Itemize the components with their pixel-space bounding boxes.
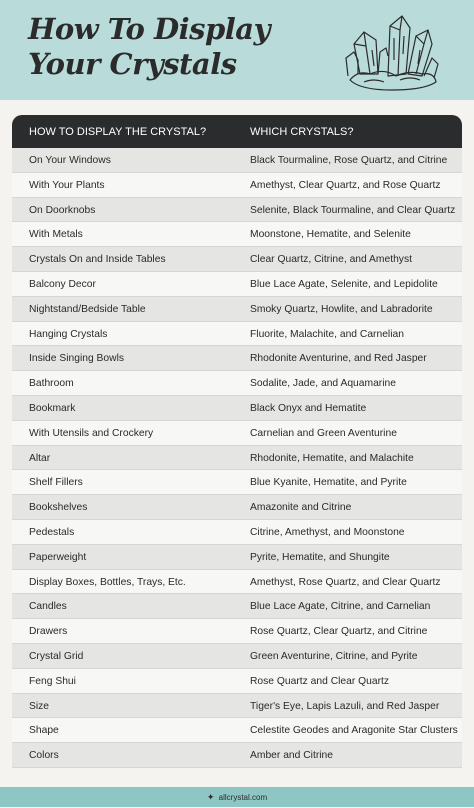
crystal-list: Blue Kyanite, Hematite, and Pyrite: [250, 477, 407, 489]
display-method: With Utensils and Crockery: [29, 427, 154, 439]
display-method: With Metals: [29, 229, 83, 241]
table-row: [12, 619, 462, 644]
crystal-list: Rose Quartz, Clear Quartz, and Citrine: [250, 626, 428, 638]
column-header-method: HOW TO DISPLAY THE CRYSTAL?: [29, 126, 207, 138]
table-row: [12, 198, 462, 223]
table-row: [12, 272, 462, 297]
display-method: On Your Windows: [29, 155, 111, 166]
table-row: [12, 545, 462, 570]
crystal-list: Amber and Citrine: [250, 750, 333, 762]
display-method: Colors: [29, 750, 59, 762]
table-header: [12, 115, 462, 148]
crystal-list: Celestite Geodes and Aragonite Star Clusters: [250, 725, 458, 737]
crystal-display-table: [12, 115, 462, 768]
table-row: [12, 495, 462, 520]
display-method: Bookmark: [29, 402, 76, 414]
table-row: [12, 520, 462, 545]
crystal-list: Amethyst, Clear Quartz, and Rose Quartz: [250, 179, 441, 191]
crystal-list: Tiger's Eye, Lapis Lazuli, and Red Jasper: [250, 700, 440, 712]
display-method: Drawers: [29, 626, 68, 638]
crystal-list: Blue Lace Agate, Selenite, and Lepidolite: [250, 278, 438, 290]
table-row: [12, 743, 462, 768]
crystal-list: Amethyst, Rose Quartz, and Clear Quartz: [250, 576, 441, 588]
table-row: [12, 718, 462, 743]
display-method: Nightstand/Bedside Table: [29, 303, 146, 315]
table-row: [12, 396, 462, 421]
display-method: Hanging Crystals: [29, 328, 108, 340]
display-method: Balcony Decor: [29, 278, 96, 290]
display-method: Feng Shui: [29, 675, 76, 687]
crystal-list: Selenite, Black Tourmaline, and Clear Quartz: [250, 204, 456, 216]
table-row: [12, 247, 462, 272]
display-method: Shape: [29, 725, 59, 737]
display-method: Crystals On and Inside Tables: [29, 254, 166, 266]
footer-site: allcrystal.com: [218, 793, 268, 802]
display-method: Crystal Grid: [29, 650, 84, 662]
sparkle-icon: ✦: [206, 792, 215, 802]
crystal-list: Smoky Quartz, Howlite, and Labradorite: [250, 303, 433, 315]
crystal-list: Black Tourmaline, Rose Quartz, and Citrine: [250, 155, 448, 166]
table-row: [12, 669, 462, 694]
display-method: Pedestals: [29, 526, 75, 538]
table-row: [12, 222, 462, 247]
title-line-1: How To Display: [28, 12, 270, 46]
display-method: With Your Plants: [29, 179, 105, 191]
display-method: Shelf Fillers: [29, 477, 83, 489]
crystal-list: Carnelian and Green Aventurine: [250, 427, 397, 439]
title-line-2: Your Crystals: [28, 47, 237, 81]
table-row: [12, 694, 462, 719]
crystal-list: Fluorite, Malachite, and Carnelian: [250, 328, 404, 340]
header-banner: [0, 0, 474, 100]
display-method: On Doorknobs: [29, 204, 96, 216]
table-row: [12, 346, 462, 371]
display-method: Altar: [29, 452, 51, 464]
display-method: Bookshelves: [29, 502, 88, 514]
table-row: [12, 421, 462, 446]
crystal-list: Amazonite and Citrine: [250, 502, 352, 514]
table-body: [12, 148, 462, 768]
display-method: Display Boxes, Bottles, Trays, Etc.: [29, 576, 186, 588]
table-row: [12, 173, 462, 198]
page-title: [28, 12, 270, 82]
display-method: Size: [29, 700, 50, 712]
table-row: [12, 371, 462, 396]
crystal-list: Clear Quartz, Citrine, and Amethyst: [250, 254, 412, 266]
table-row: [12, 570, 462, 595]
crystal-list: Black Onyx and Hematite: [250, 402, 367, 414]
crystal-list: Pyrite, Hematite, and Shungite: [250, 551, 390, 563]
crystal-list: Moonstone, Hematite, and Selenite: [250, 229, 411, 241]
crystal-list: Sodalite, Jade, and Aquamarine: [250, 378, 396, 390]
display-method: Paperweight: [29, 551, 87, 563]
display-method: Bathroom: [29, 378, 74, 390]
table-row: [12, 322, 462, 347]
column-header-crystals: WHICH CRYSTALS?: [250, 126, 354, 138]
footer-bar: [0, 787, 474, 807]
table-row: [12, 148, 462, 173]
crystal-cluster-icon: [344, 10, 440, 92]
table-row: [12, 644, 462, 669]
display-method: Inside Singing Bowls: [29, 353, 125, 365]
display-method: Candles: [29, 601, 67, 613]
crystal-list: Green Aventurine, Citrine, and Pyrite: [250, 650, 418, 662]
table-row: [12, 297, 462, 322]
crystal-list: Rhodonite, Hematite, and Malachite: [250, 452, 414, 464]
table-row: [12, 470, 462, 495]
crystal-list: Citrine, Amethyst, and Moonstone: [250, 526, 405, 538]
crystal-list: Rhodonite Aventurine, and Red Jasper: [250, 353, 427, 365]
crystal-list: Rose Quartz and Clear Quartz: [250, 675, 390, 687]
table-row: [12, 446, 462, 471]
crystal-list: Blue Lace Agate, Citrine, and Carnelian: [250, 601, 431, 613]
table-row: [12, 594, 462, 619]
